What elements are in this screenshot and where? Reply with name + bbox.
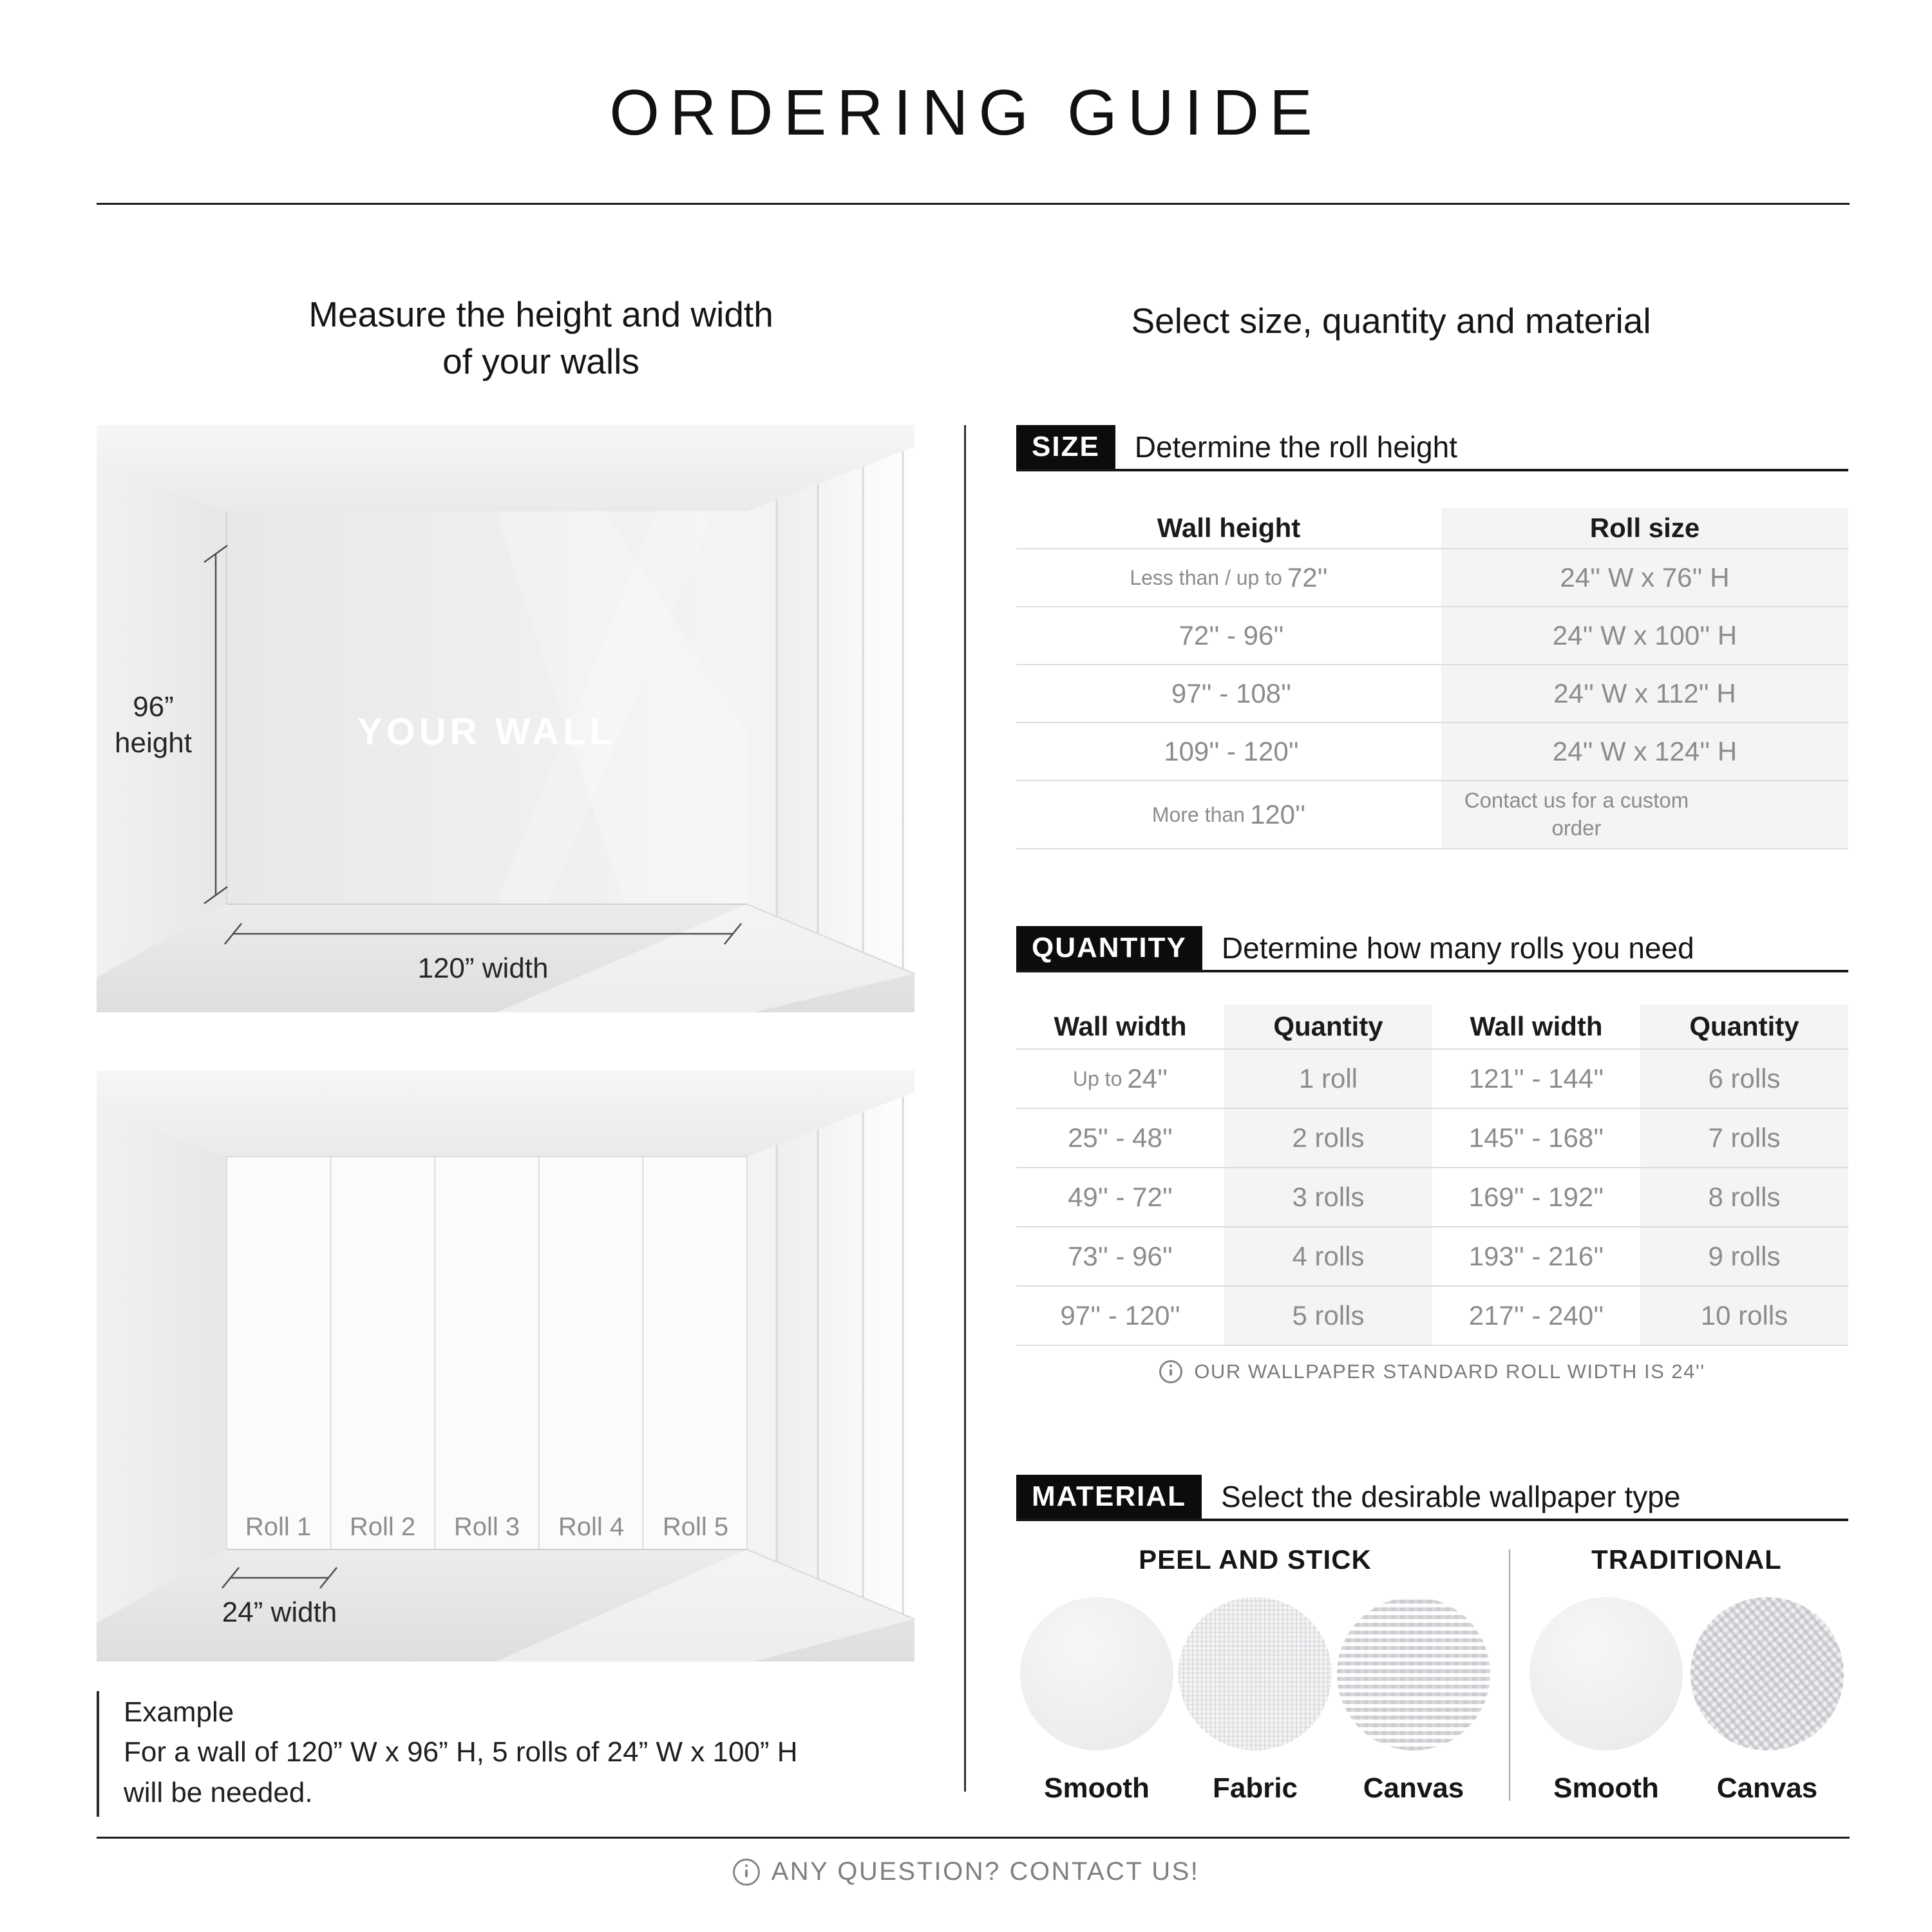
height-value-label: 96” <box>133 691 174 723</box>
quantity-table-row <box>1016 1168 1848 1227</box>
fabric-texture-circle <box>1179 1597 1332 1750</box>
title-divider <box>97 203 1850 205</box>
material-section-header <box>1016 1475 1848 1521</box>
size-table-row <box>1016 781 1848 849</box>
left-column-heading <box>167 291 914 384</box>
wall-height-cell: 97'' - 108'' <box>1171 678 1292 708</box>
wall-width-cell: 145'' - 168'' <box>1468 1122 1604 1153</box>
room-rolls-illustration <box>97 1070 914 1662</box>
quantity-cell: 7 rolls <box>1708 1122 1781 1153</box>
quantity-cell: 6 rolls <box>1708 1063 1781 1094</box>
footer-note-text: ANY QUESTION? CONTACT US! <box>771 1857 1200 1886</box>
wall-height-cell: 72'' - 96'' <box>1179 620 1284 650</box>
roll-1-label: Roll 1 <box>245 1513 312 1541</box>
quantity-section-header <box>1016 926 1848 972</box>
canvas-texture-circle <box>1337 1597 1490 1750</box>
roll-size-cell: 24'' W x 112'' H <box>1553 678 1736 708</box>
your-wall-label: YOUR WALL <box>357 711 616 753</box>
example-title: Example <box>124 1696 234 1728</box>
swatch-label: Smooth <box>1044 1772 1150 1804</box>
wall-width-cell: 25'' - 48'' <box>1068 1122 1173 1153</box>
footer-divider <box>97 1837 1850 1839</box>
right-column-heading: Select size, quantity and material <box>1131 301 1651 341</box>
wall-width-column-header: Wall width <box>1054 1011 1187 1041</box>
material-swatch-fabric <box>1179 1597 1332 1804</box>
wall-width-column-header: Wall width <box>1470 1011 1603 1041</box>
wall-height-column-header: Wall height <box>1157 513 1301 543</box>
roll-size-cell: 24'' W x 76'' H <box>1560 562 1730 592</box>
roll-size-cell: Contact us for a custom order <box>1464 788 1689 840</box>
smooth-texture-circle <box>1020 1597 1173 1750</box>
size-table-row <box>1016 607 1848 665</box>
size-badge: SIZE <box>1016 425 1115 469</box>
quantity-column-header: Quantity <box>1273 1011 1383 1041</box>
quantity-table-row <box>1016 1109 1848 1168</box>
wall-width-cell: 121'' - 144'' <box>1468 1063 1604 1094</box>
room-rolls-svg <box>97 1070 914 1662</box>
info-icon <box>1159 1360 1182 1383</box>
size-table-header-row <box>1016 508 1848 549</box>
wall-width-cell: 169'' - 192'' <box>1468 1182 1604 1212</box>
quantity-section-label: Determine how many rolls you need <box>1221 931 1694 965</box>
roll-panels <box>227 1157 747 1549</box>
example-line1: For a wall of 120” W x 96” H, 5 rolls of 24” W x 100” H <box>124 1736 798 1768</box>
quantity-cell: 1 roll <box>1298 1063 1358 1094</box>
quantity-table <box>1016 1005 1848 1346</box>
roll-width-note-text: OUR WALLPAPER STANDARD ROLL WIDTH IS 24'' <box>1194 1360 1705 1383</box>
height-word-label: height <box>115 727 192 759</box>
quantity-cell: 10 rolls <box>1700 1300 1788 1331</box>
roll-2-label: Roll 2 <box>349 1513 416 1541</box>
quantity-cell: 2 rolls <box>1292 1122 1365 1153</box>
size-table <box>1016 508 1848 849</box>
material-swatch-smooth <box>1530 1597 1683 1804</box>
swatch-row <box>1530 1597 1844 1804</box>
quantity-cell: 5 rolls <box>1292 1300 1365 1331</box>
swatch-label: Smooth <box>1553 1772 1659 1804</box>
roll-5-label: Roll 5 <box>662 1513 729 1541</box>
size-section-header <box>1016 425 1848 471</box>
quantity-cell: 3 rolls <box>1292 1182 1365 1212</box>
roll-4-label: Roll 4 <box>558 1513 625 1541</box>
swatch-label: Canvas <box>1716 1772 1818 1804</box>
roll-width-label: 24” width <box>222 1596 337 1628</box>
roll-size-cell: 24'' W x 100'' H <box>1552 620 1738 650</box>
smooth-texture-circle <box>1530 1597 1683 1750</box>
left-heading-line1: Measure the height and width <box>308 294 773 334</box>
wall-height-cell: Less than / up to 72'' <box>1130 562 1328 592</box>
quantity-table-row <box>1016 1287 1848 1346</box>
quantity-table-header-row <box>1016 1005 1848 1050</box>
material-group-name: TRADITIONAL <box>1591 1544 1782 1575</box>
roll-width-note <box>1016 1360 1848 1383</box>
wall-width-cell: 217'' - 240'' <box>1468 1300 1604 1331</box>
size-table-row <box>1016 665 1848 723</box>
material-section-label: Select the desirable wallpaper type <box>1221 1480 1681 1513</box>
wall-width-cell: 73'' - 96'' <box>1068 1241 1173 1271</box>
page-title: ORDERING GUIDE <box>609 77 1323 149</box>
swatch-label: Canvas <box>1363 1772 1464 1804</box>
material-group-divider <box>1509 1549 1510 1801</box>
wall-width-cell: Up to 24'' <box>1072 1063 1168 1094</box>
material-group-peel-and-stick <box>1016 1544 1494 1804</box>
wall-width-cell: 97'' - 120'' <box>1060 1300 1180 1331</box>
wall-height-cell: 109'' - 120'' <box>1164 736 1299 766</box>
example-block <box>97 1691 961 1817</box>
room-measure-svg <box>97 425 914 1012</box>
wall-width-cell: 49'' - 72'' <box>1068 1182 1173 1212</box>
quantity-cell: 4 rolls <box>1292 1241 1365 1271</box>
material-group-traditional <box>1525 1544 1848 1804</box>
size-section-label: Determine the roll height <box>1134 430 1457 464</box>
material-swatch-canvas <box>1690 1597 1844 1804</box>
canvas-texture-circle <box>1690 1597 1844 1750</box>
width-value-label: 120” width <box>417 952 549 984</box>
wall-width-cell: 193'' - 216'' <box>1468 1241 1604 1271</box>
quantity-column-header: Quantity <box>1689 1011 1799 1041</box>
example-line2: will be needed. <box>124 1776 313 1808</box>
left-heading-line2: of your walls <box>442 341 639 381</box>
column-divider <box>964 425 966 1792</box>
material-swatch-canvas <box>1337 1597 1490 1804</box>
roll-size-column-header: Roll size <box>1589 513 1700 543</box>
material-group-name: PEEL AND STICK <box>1139 1544 1372 1575</box>
info-icon <box>733 1859 760 1886</box>
room-measure-illustration <box>97 425 914 1012</box>
roll-size-cell: 24'' W x 124'' H <box>1552 736 1738 766</box>
quantity-cell: 8 rolls <box>1708 1182 1781 1212</box>
swatch-label: Fabric <box>1212 1772 1298 1804</box>
swatch-row <box>1020 1597 1490 1804</box>
material-swatch-smooth <box>1020 1597 1173 1804</box>
quantity-table-row <box>1016 1227 1848 1287</box>
size-table-row <box>1016 723 1848 781</box>
wall-height-cell: More than 120'' <box>1151 799 1306 829</box>
quantity-cell: 9 rolls <box>1708 1241 1781 1271</box>
material-badge: MATERIAL <box>1016 1475 1202 1519</box>
quantity-table-row <box>1016 1050 1848 1109</box>
quantity-badge: QUANTITY <box>1016 926 1202 970</box>
roll-3-label: Roll 3 <box>453 1513 520 1541</box>
size-table-row <box>1016 549 1848 607</box>
footer-note <box>0 1857 1932 1886</box>
